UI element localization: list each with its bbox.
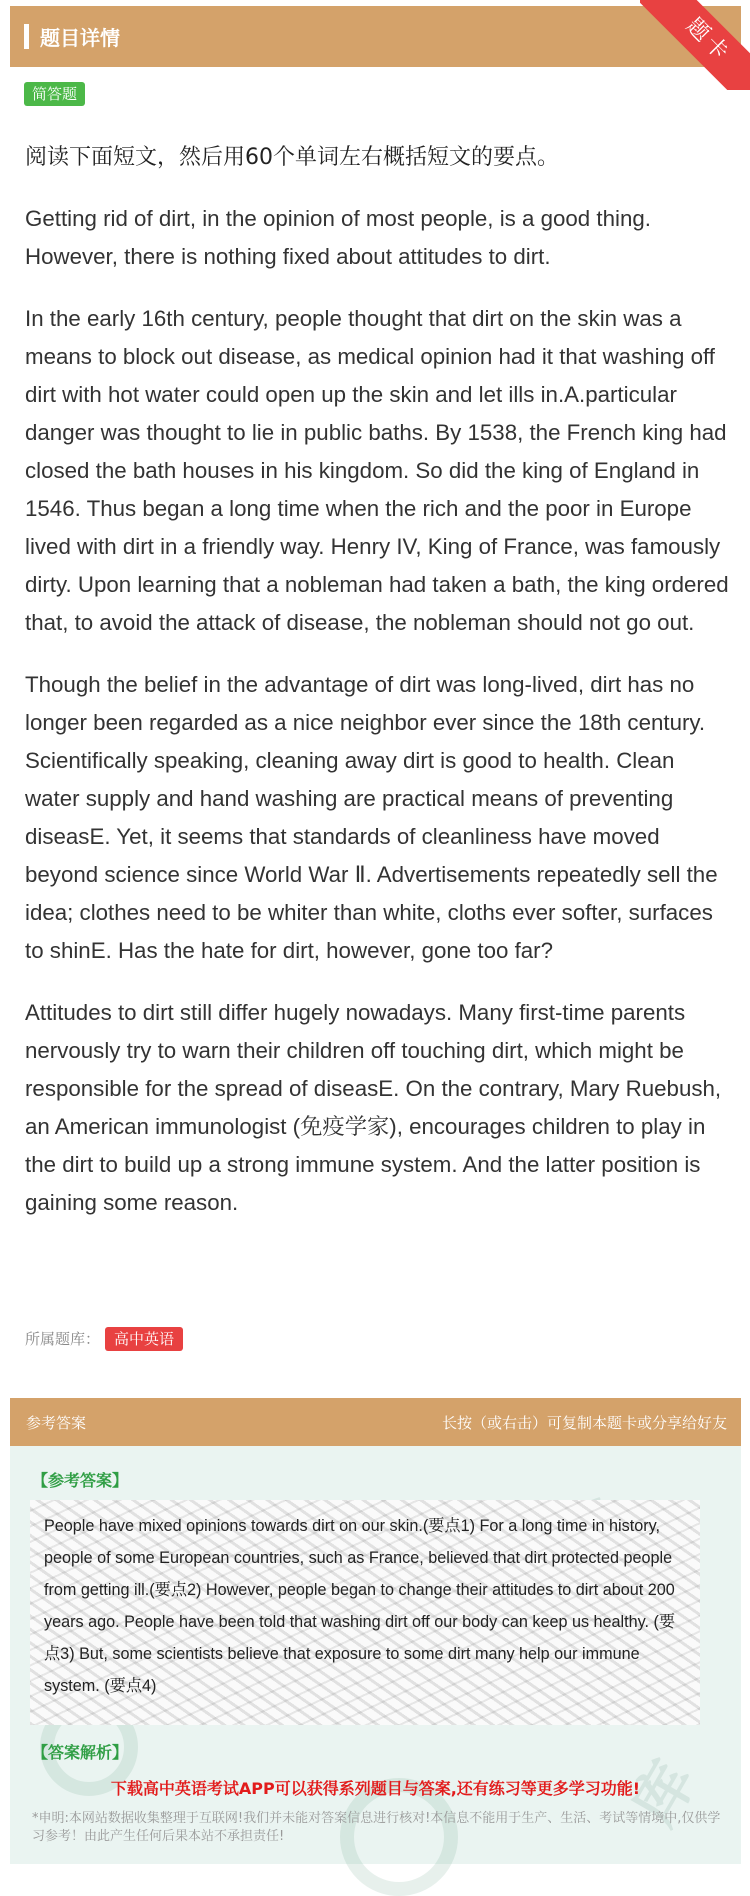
reference-answer-title: 【参考答案】	[32, 1471, 129, 1490]
answer-header-title: 参考答案	[26, 1414, 87, 1432]
paragraph: Though the belief in the advantage of dirt was long-lived, dirt has no longer been regarded as a nice neighbor ever since the 18th century. Scientifically speaking, cleaning away dirt is good to health. Clean water supply and hand washing are practical means of preventing diseasE. Yet, it seems that standards of cleanliness have moved beyond science since World War Ⅱ. Advertisements repeatedly sell the idea; clothes need to be whiter than white, cloths ever softer, surfaces to shinE. Has the hate for dirt, however, gone too far?	[25, 672, 718, 963]
card-ribbon[interactable]	[640, 0, 750, 90]
paragraph: Getting rid of dirt, in the opinion of most people, is a good thing. However, there is nothing fixed about attitudes to dirt.	[25, 206, 651, 269]
detail-header	[10, 6, 741, 67]
paragraph: In the early 16th century, people thought that dirt on the skin was a means to block out disease, as medical opinion had it that washing off dirt with hot water could open up the skin and let ills in.A.particular danger was thought to lie in public baths. By 1538, the French king had closed the bath houses in his kingdom. So did the king of England in 1546. Thus began a long time when the rich and the poor in Europe lived with dirt in a friendly way. Henry IV, King of France, was famously dirty. Upon learning that a nobleman had taken a bath, the king ordered that, to avoid the attack of disease, the nobleman should not go out.	[25, 306, 729, 635]
watermark-text: 库	[619, 1750, 710, 1837]
answer-header	[10, 1398, 741, 1446]
header-title: 题目详情	[40, 26, 120, 50]
question-instruction: 阅读下面短文，然后用60个单词左右概括短文的要点。	[25, 145, 559, 170]
ribbon-label: 题卡	[640, 0, 750, 90]
answer-header-hint[interactable]: 长按（或右击）可复制本题卡或分享给好友	[441, 1414, 727, 1432]
analysis-title: 【答案解析】	[32, 1743, 129, 1762]
bank-tag[interactable]: 高中英语	[105, 1327, 183, 1351]
download-app-promo[interactable]: 下载高中英语考试APP可以获得系列题目与答案,还有练习等更多学习功能!	[110, 1779, 641, 1798]
reference-answer-image	[30, 1500, 700, 1725]
reference-answer-text: People have mixed opinions towards dirt on our skin.(要点1) For a long time in history, people of some European countries, such as France, believed that dirt protected people from getting ill.(要点2) However, people began to change their attitudes to dirt about 200 years ago. People have been told that washing dirt off our body can keep us healthy. (要点3) But, some scientists believe that exposure to some dirt many help our immune system. (要点4)	[44, 1517, 676, 1695]
header-accent-bar	[24, 24, 29, 49]
answer-panel	[10, 1398, 741, 1864]
bank-label: 所属题库：	[25, 1330, 101, 1348]
question-type-badge: 简答题	[24, 82, 85, 106]
paragraph: Attitudes to dirt still differ hugely nowadays. Many first-time parents nervously try to warn their children off touching dirt, which might be responsible for the spread of diseasE. On the contrary, Mary Ruebush, an American immunologist (免疫学家), encourages children to play in the dirt to build up a strong immune system. And the latter position is gaining some reason.	[25, 1000, 722, 1215]
passage	[25, 200, 730, 1246]
disclaimer: *申明:本网站数据收集整理于互联网!我们并未能对答案信息进行核对!本信息不能用于生产、生活、考试等情境中,仅供学习参考！由此产生任何后果本站不承担责任!	[32, 1811, 721, 1844]
